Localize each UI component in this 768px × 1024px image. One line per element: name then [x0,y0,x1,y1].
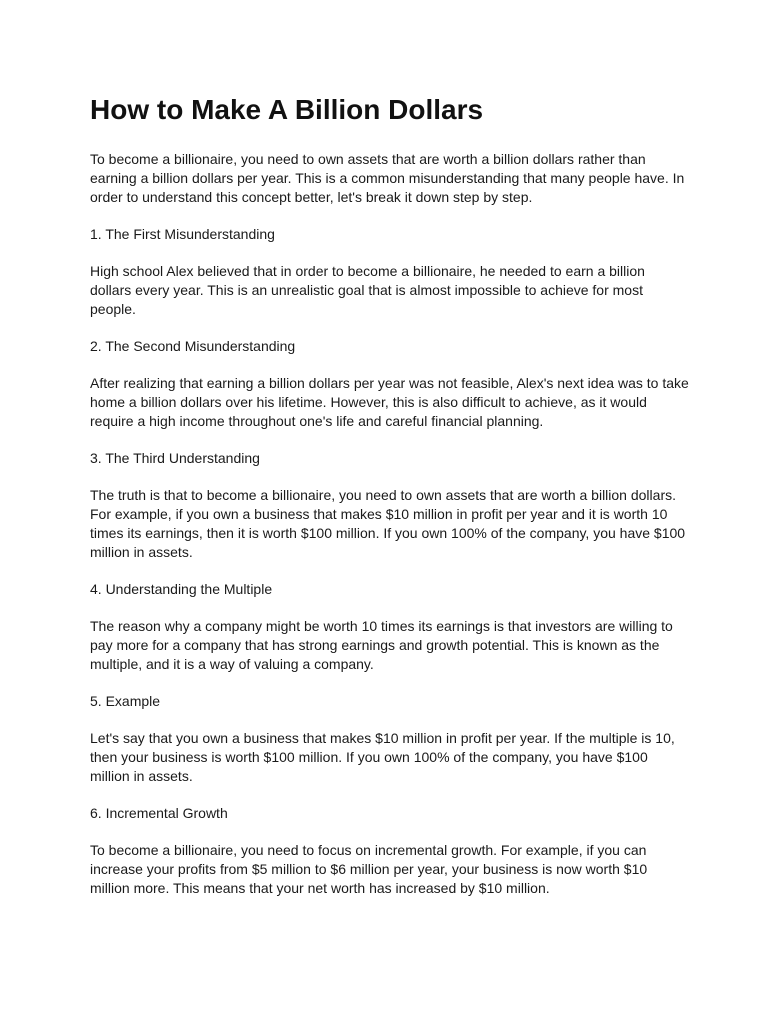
document-page [90,90,690,916]
section-body-4: The reason why a company might be worth 10 times its earnings is that investors are willing to pay more for a company that has strong earnings and growth potential. This is known as the multiple, and it is a way of valuing a company. [90,618,673,672]
section-body-6: To become a billionaire, you need to focus on incremental growth. For example, if you can increase your profits from $5 million to $6 million per year, your business is now worth $10 million more. This means that your net worth has increased by $10 million. [90,842,648,896]
section-heading-6: 6. Incremental Growth [90,805,228,821]
section-heading-2: 2. The Second Misunderstanding [90,338,296,354]
section-heading-4: 4. Understanding the Multiple [90,581,273,597]
section-body-2: After realizing that earning a billion dollars per year was not feasible, Alex's next idea was to take home a billion dollars over his lifetime. However, this is also difficult to achieve, as it would require a high income throughout one's life and careful financial planning. [90,375,689,429]
section-body-3: The truth is that to become a billionaire, you need to own assets that are worth a billion dollars. For example, if you own a business that makes $10 million in profit per year and it is worth 10 times its earnings, then it is worth $100 million. If you own 100% of the company, you have $100 million in assets. [90,487,686,560]
section-heading-1: 1. The First Misunderstanding [90,226,275,242]
section-body-1: High school Alex believed that in order to become a billionaire, he needed to earn a billion dollars every year. This is an unrealistic goal that is almost impossible to achieve for most people. [90,263,645,317]
intro-paragraph: To become a billionaire, you need to own assets that are worth a billion dollars rather than earning a billion dollars per year. This is a common misunderstanding that many people have. In order to understand this concept better, let's break it down step by step. [90,151,685,205]
section-body-5: Let's say that you own a business that makes $10 million in profit per year. If the multiple is 10, then your business is worth $100 million. If you own 100% of the company, you have $100 million in assets. [90,730,675,784]
document-title: How to Make A Billion Dollars [90,94,484,125]
section-heading-3: 3. The Third Understanding [90,450,260,466]
section-heading-5: 5. Example [90,693,161,709]
